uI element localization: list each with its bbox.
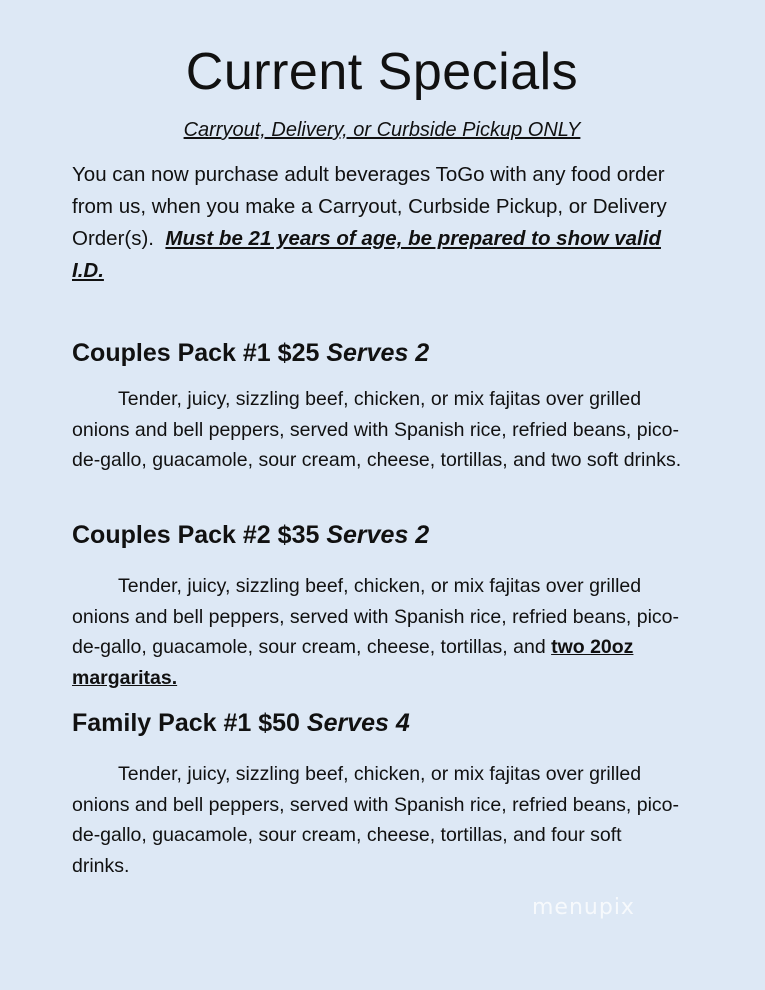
pack-name: Couples Pack #1 (72, 339, 271, 367)
age-warning: Must be 21 years of age, be prepared to show valid I.D. (72, 227, 661, 282)
pack-description-text: Tender, juicy, sizzling beef, chicken, or mix fajitas over grilled onions and bell peppers, served with Spanish rice, refried beans, pico-de-gallo, guacamole, sour cream, cheese, tortillas, and (72, 575, 680, 658)
pack-description-couples-2 (72, 571, 684, 693)
pack-highlight: two 20oz margaritas. (72, 636, 634, 689)
pack-price: $35 (277, 521, 320, 549)
pack-name: Couples Pack #2 (72, 521, 271, 549)
intro-paragraph (72, 159, 687, 287)
pack-serves: Serves 4 (306, 709, 410, 737)
pack-price: $25 (277, 339, 320, 367)
pack-price: $50 (258, 709, 300, 737)
page-subtitle: Carryout, Delivery, or Curbside Pickup ONLY (183, 119, 581, 141)
pack-heading-couples-1 (72, 339, 692, 368)
pack-heading-family-1 (72, 709, 692, 738)
pack-heading-couples-2 (72, 521, 692, 550)
pack-description-family-1: Tender, juicy, sizzling beef, chicken, or mix fajitas over grilled onions and bell peppers, served with Spanish rice, refried beans, pico-de-gallo, guacamole, sour cream, cheese, tortillas, and four soft drinks. (72, 763, 680, 877)
pack-serves: Serves 2 (326, 521, 430, 549)
pack-name: Family Pack #1 (72, 709, 252, 737)
pack-serves: Serves 2 (326, 339, 430, 367)
pack-description-couples-1: Tender, juicy, sizzling beef, chicken, or mix fajitas over grilled onions and bell peppers, served with Spanish rice, refried beans, pico-de-gallo, guacamole, sour cream, cheese, tortillas, and two soft drinks. (72, 388, 682, 471)
watermark-logo: menupix (532, 895, 635, 920)
page-title: Current Specials (185, 43, 579, 101)
intro-text: You can now purchase adult beverages ToGo with any food order from us, when you make a Carryout, Curbside Pickup, or Delivery Order(s). (72, 163, 667, 250)
